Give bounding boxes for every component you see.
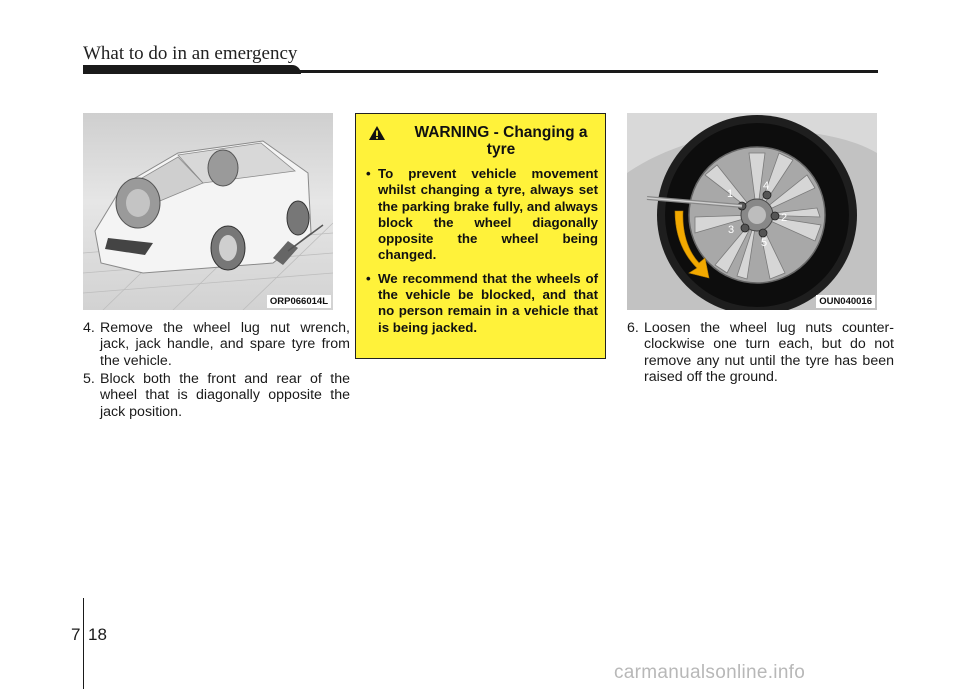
- nut-label-2: 2: [781, 212, 788, 224]
- watermark-text: carmanualsonline.info: [614, 662, 806, 683]
- nut-label-3: 3: [728, 224, 735, 236]
- nut-label-4: 4: [763, 180, 770, 192]
- warning-item: [366, 271, 598, 336]
- warning-box: [355, 113, 606, 359]
- bullet-icon: •: [366, 166, 371, 181]
- figure-code-car: ORP066014L: [267, 295, 331, 308]
- nut-label-1: 1: [727, 188, 734, 200]
- warning-item-text: We recommend that the wheels of the vehicle be blocked, and that no person remain in a vehicle that is being jacked.: [378, 270, 598, 335]
- car-illustration-svg: [83, 113, 333, 310]
- step-5-text: Block both the front and rear of the wheel that is diagonally opposite the jack position.: [100, 371, 350, 420]
- chapter-number: 7: [71, 625, 81, 644]
- step-6-number: 6.: [627, 320, 639, 336]
- wheel-lug-nut-illustration: [627, 113, 877, 310]
- warning-item: [366, 166, 598, 264]
- step-4-text: Remove the wheel lug nut wrench, jack, jack handle, and spare tyre from the vehicle.: [100, 320, 350, 369]
- step-5: [83, 371, 350, 420]
- header-rule: [83, 70, 878, 73]
- warning-list: [366, 166, 598, 343]
- figure-code-wheel: OUN040016: [816, 295, 875, 308]
- step-4-number: 4.: [83, 320, 95, 336]
- warning-title: WARNING - Changing a tyre: [414, 124, 588, 158]
- warning-item-text: To prevent vehicle movement whilst changing a tyre, always set the parking brake fully, and always block the wheel diagonally opposite the wheel being changed.: [378, 166, 598, 263]
- warning-triangle-icon: [368, 125, 386, 141]
- step-5-number: 5.: [83, 371, 95, 387]
- step-6: [627, 320, 894, 385]
- step-6-text: Loosen the wheel lug nuts counter-clockwise one turn each, but do not remove any nut until the tyre has been raised off the ground.: [644, 320, 894, 385]
- wheel-illustration-svg: [627, 113, 877, 310]
- car-jack-illustration: [83, 113, 333, 310]
- bullet-icon: •: [366, 270, 371, 286]
- page-header-title: What to do in an emergency: [83, 43, 298, 64]
- footer-divider: [83, 598, 84, 689]
- page-number: 18: [88, 625, 107, 644]
- nut-label-5: 5: [761, 237, 768, 249]
- step-4: [83, 320, 350, 369]
